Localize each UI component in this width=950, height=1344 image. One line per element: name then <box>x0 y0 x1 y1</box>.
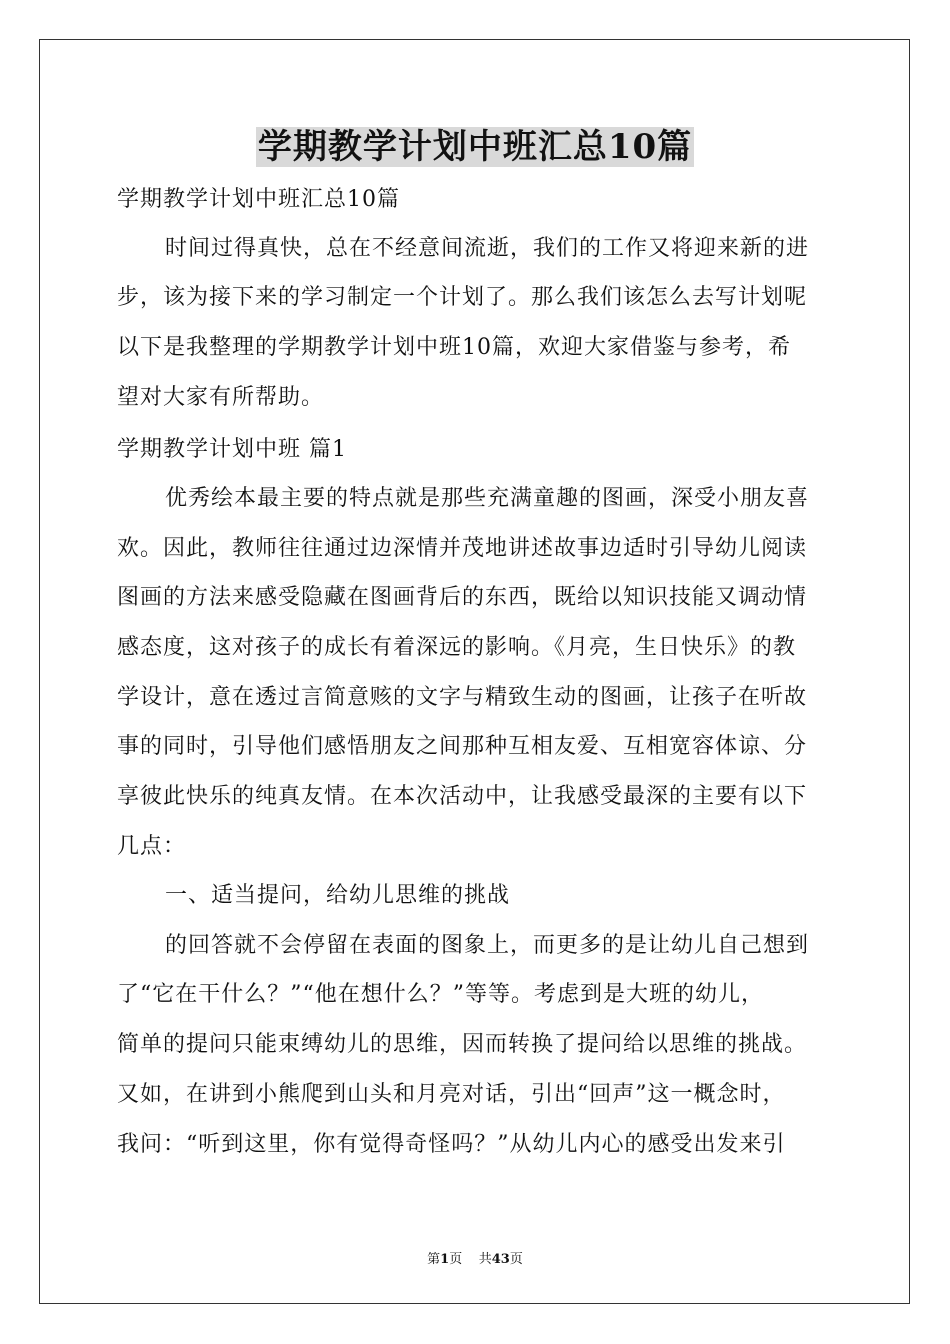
footer-page-prefix: 第 <box>427 1252 441 1267</box>
footer-total-pages: 43 <box>491 1252 510 1267</box>
paragraph-line: 望对大家有所帮助。 <box>117 385 325 410</box>
document-title <box>0 124 950 170</box>
section-heading: 学期教学计划中班 篇1 <box>117 437 347 462</box>
paragraph-line: 又如，在讲到小熊爬到山头和月亮对话，引出“回声”这一概念时， <box>117 1082 786 1107</box>
footer-total-prefix: 共 <box>478 1252 492 1267</box>
paragraph-line: 学设计，意在透过言简意赅的文字与精致生动的图画，让孩子在听故 <box>117 685 808 710</box>
paragraph-line: 步，该为接下来的学习制定一个计划了。那么我们该怎么去写计划呢 <box>117 285 808 310</box>
paragraph-line: 我问：“听到这里，你有觉得奇怪吗？”从幼儿内心的感受出发来引 <box>117 1132 786 1157</box>
paragraph-line: 几点： <box>117 834 187 859</box>
paragraph-line: 欢。因此，教师往往通过边深情并茂地讲述故事边适时引导幼儿阅读 <box>117 536 808 561</box>
page-footer <box>0 1248 950 1267</box>
paragraph-line: 以下是我整理的学期教学计划中班10篇，欢迎大家借鉴与参考，希 <box>117 335 791 360</box>
paragraph-line: 时间过得真快，总在不经意间流逝，我们的工作又将迎来新的进 <box>165 236 810 261</box>
paragraph-line: 简单的提问只能束缚幼儿的思维，因而转换了提问给以思维的挑战。 <box>117 1032 808 1057</box>
footer-total-suffix: 页 <box>509 1252 523 1267</box>
paragraph-line: 的回答就不会停留在表面的图象上，而更多的是让幼儿自己想到 <box>165 933 810 958</box>
paragraph-line: 了“它在干什么？”“他在想什么？”等等。考虑到是大班的幼儿， <box>117 982 764 1007</box>
footer-page-number: 1 <box>440 1252 450 1267</box>
footer-page-suffix: 页 <box>449 1252 463 1267</box>
subheading: 一、适当提问，给幼儿思维的挑战 <box>165 883 511 908</box>
document-title-text: 学期教学计划中班汇总10篇 <box>257 127 693 167</box>
paragraph-line: 感态度，这对孩子的成长有着深远的影响。《月亮，生日快乐》的教 <box>117 635 797 660</box>
page-border <box>39 39 910 1304</box>
paragraph-line: 图画的方法来感受隐藏在图画背后的东西，既给以知识技能又调动情 <box>117 585 808 610</box>
document-subtitle: 学期教学计划中班汇总10篇 <box>117 187 400 212</box>
paragraph-line: 事的同时，引导他们感悟朋友之间那种互相友爱、互相宽容体谅、分 <box>117 734 808 759</box>
paragraph-line: 优秀绘本最主要的特点就是那些充满童趣的图画，深受小朋友喜 <box>165 486 810 511</box>
paragraph-line: 享彼此快乐的纯真友情。在本次活动中，让我感受最深的主要有以下 <box>117 784 808 809</box>
